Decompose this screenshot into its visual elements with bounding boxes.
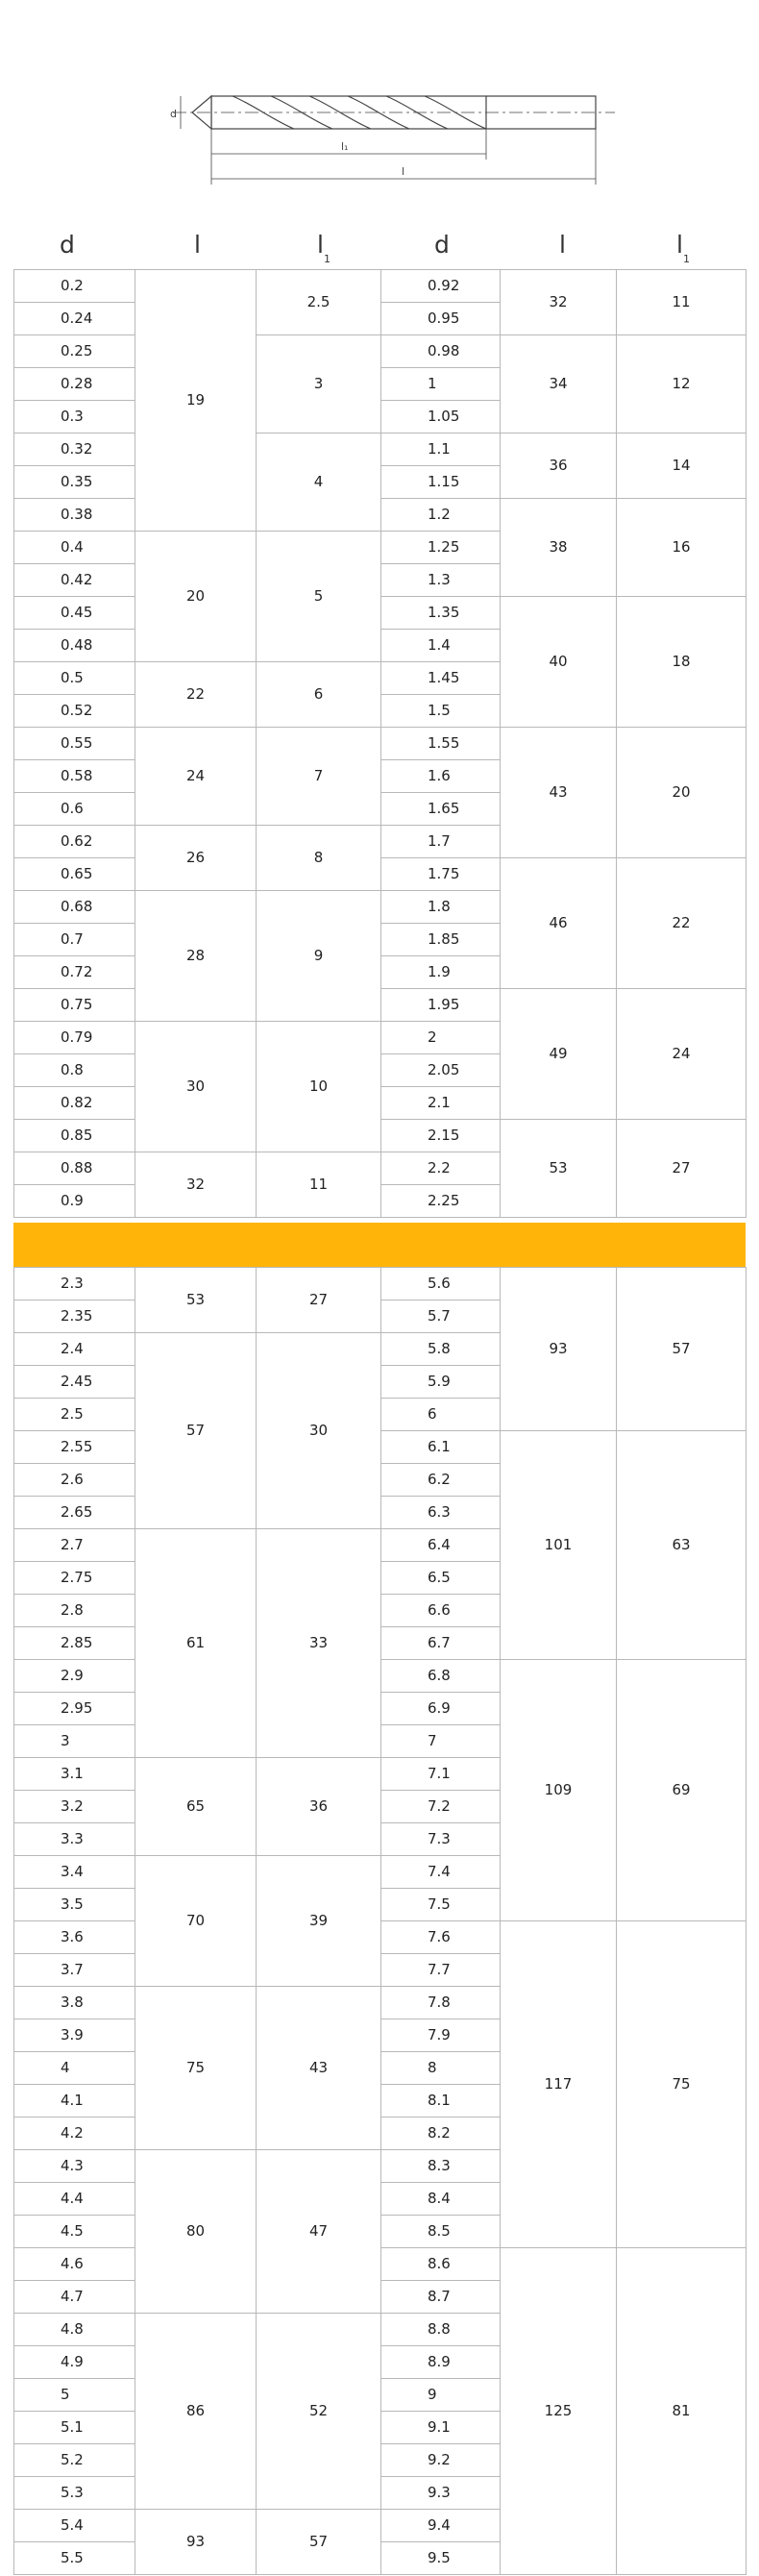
cell-d: 6.5 <box>381 1562 501 1595</box>
table-row <box>14 433 747 466</box>
cell-d: 6 <box>381 1399 501 1431</box>
cell-d: 2.6 <box>14 1464 135 1497</box>
cell-l1: 24 <box>617 989 747 1120</box>
cell-d: 0.6 <box>14 793 135 826</box>
l-dimension-label: l <box>402 165 405 178</box>
cell-d: 1.05 <box>381 401 501 433</box>
table-row <box>14 270 747 303</box>
cell-d: 4.4 <box>14 2183 135 2216</box>
cell-d: 0.88 <box>14 1152 135 1185</box>
cell-d: 9.3 <box>381 2477 501 2510</box>
cell-l1: 39 <box>257 1856 381 1987</box>
cell-d: 2.85 <box>14 1627 135 1660</box>
cell-l: 24 <box>135 728 257 826</box>
cell-l: 53 <box>501 1120 617 1218</box>
cell-d: 8.3 <box>381 2150 501 2183</box>
cell-d: 0.62 <box>14 826 135 858</box>
cell-d: 6.6 <box>381 1595 501 1627</box>
drill-size-table-1 <box>13 269 747 1218</box>
cell-l: 57 <box>135 1333 257 1529</box>
cell-l1: 6 <box>257 662 381 728</box>
cell-l: 65 <box>135 1758 257 1856</box>
cell-d: 1.35 <box>381 597 501 630</box>
cell-l1: 3 <box>257 335 381 433</box>
cell-l: 109 <box>501 1660 617 1921</box>
cell-l1: 9 <box>257 891 381 1022</box>
cell-d: 1.75 <box>381 858 501 891</box>
cell-l1: 27 <box>617 1120 747 1218</box>
cell-l: 22 <box>135 662 257 728</box>
cell-d: 7 <box>381 1725 501 1758</box>
cell-l1: 7 <box>257 728 381 826</box>
cell-l1: 57 <box>617 1268 747 1431</box>
cell-l1: 27 <box>257 1268 381 1333</box>
cell-d: 0.28 <box>14 368 135 401</box>
cell-d: 3.7 <box>14 1954 135 1987</box>
cell-l1: 81 <box>617 2248 747 2575</box>
cell-d: 6.3 <box>381 1497 501 1529</box>
cell-d: 2.5 <box>14 1399 135 1431</box>
cell-d: 0.9 <box>14 1185 135 1218</box>
cell-d: 3.8 <box>14 1987 135 2019</box>
cell-d: 4.3 <box>14 2150 135 2183</box>
cell-d: 0.48 <box>14 630 135 662</box>
table-body <box>14 1268 747 2575</box>
cell-d: 5.5 <box>14 2542 135 2575</box>
cell-l: 125 <box>501 2248 617 2575</box>
cell-d: 7.7 <box>381 1954 501 1987</box>
drill-size-table-2 <box>13 1267 747 2575</box>
cell-d: 9.5 <box>381 2542 501 2575</box>
cell-d: 7.3 <box>381 1823 501 1856</box>
cell-l: 53 <box>135 1268 257 1333</box>
cell-d: 2.1 <box>381 1087 501 1120</box>
cell-l1: 4 <box>257 433 381 532</box>
cell-l: 38 <box>501 499 617 597</box>
cell-d: 2.55 <box>14 1431 135 1464</box>
cell-d: 6.4 <box>381 1529 501 1562</box>
cell-l: 20 <box>135 532 257 662</box>
cell-d: 2.35 <box>14 1300 135 1333</box>
cell-l1: 30 <box>257 1333 381 1529</box>
cell-d: 1.65 <box>381 793 501 826</box>
cell-d: 5.9 <box>381 1366 501 1399</box>
cell-l1: 20 <box>617 728 747 858</box>
cell-d: 8.7 <box>381 2281 501 2314</box>
cell-d: 4.7 <box>14 2281 135 2314</box>
cell-d: 2.7 <box>14 1529 135 1562</box>
cell-d: 1.95 <box>381 989 501 1022</box>
cell-d: 3.1 <box>14 1758 135 1791</box>
cell-d: 7.6 <box>381 1921 501 1954</box>
cell-l1: 52 <box>257 2314 381 2510</box>
cell-d: 0.58 <box>14 760 135 793</box>
cell-d: 2.9 <box>14 1660 135 1693</box>
cell-d: 5.3 <box>14 2477 135 2510</box>
cell-d: 2.4 <box>14 1333 135 1366</box>
cell-d: 8.6 <box>381 2248 501 2281</box>
cell-l1: 8 <box>257 826 381 891</box>
cell-d: 1.3 <box>381 564 501 597</box>
cell-d: 7.1 <box>381 1758 501 1791</box>
cell-d: 2.05 <box>381 1054 501 1087</box>
cell-d: 8.5 <box>381 2216 501 2248</box>
cell-l: 19 <box>135 270 257 532</box>
cell-l1: 2.5 <box>257 270 381 335</box>
cell-d: 0.95 <box>381 303 501 335</box>
cell-l1: 14 <box>617 433 747 499</box>
cell-d: 1.9 <box>381 956 501 989</box>
cell-d: 6.7 <box>381 1627 501 1660</box>
cell-d: 1.7 <box>381 826 501 858</box>
cell-l1: 22 <box>617 858 747 989</box>
section-divider-band <box>13 1223 746 1267</box>
cell-d: 8 <box>381 2052 501 2085</box>
cell-d: 7.5 <box>381 1889 501 1921</box>
cell-d: 0.65 <box>14 858 135 891</box>
cell-d: 6.2 <box>381 1464 501 1497</box>
cell-l: 40 <box>501 597 617 728</box>
header-l1-left: $l_1$ <box>317 231 331 265</box>
cell-d: 3.2 <box>14 1791 135 1823</box>
cell-l1: 18 <box>617 597 747 728</box>
cell-d: 2 <box>381 1022 501 1054</box>
cell-d: 1.5 <box>381 695 501 728</box>
cell-d: 9 <box>381 2379 501 2412</box>
cell-d: 1 <box>381 368 501 401</box>
header-l-right: l <box>559 231 566 259</box>
cell-d: 3.5 <box>14 1889 135 1921</box>
cell-l1: 16 <box>617 499 747 597</box>
cell-d: 9.4 <box>381 2510 501 2542</box>
table-row <box>14 1268 747 1300</box>
cell-d: 8.1 <box>381 2085 501 2118</box>
cell-l1: 10 <box>257 1022 381 1152</box>
cell-d: 9.1 <box>381 2412 501 2444</box>
cell-d: 2.95 <box>14 1693 135 1725</box>
cell-l: 80 <box>135 2150 257 2314</box>
cell-d: 5.8 <box>381 1333 501 1366</box>
cell-d: 0.45 <box>14 597 135 630</box>
cell-l: 32 <box>501 270 617 335</box>
cell-l: 36 <box>501 433 617 499</box>
cell-l: 26 <box>135 826 257 891</box>
cell-d: 5 <box>14 2379 135 2412</box>
cell-l: 32 <box>135 1152 257 1218</box>
cell-l: 28 <box>135 891 257 1022</box>
cell-d: 4 <box>14 2052 135 2085</box>
cell-l: 49 <box>501 989 617 1120</box>
cell-l: 93 <box>501 1268 617 1431</box>
cell-d: 0.75 <box>14 989 135 1022</box>
cell-d: 1.55 <box>381 728 501 760</box>
cell-d: 1.1 <box>381 433 501 466</box>
d-dimension-label: d <box>170 108 177 120</box>
cell-d: 1.15 <box>381 466 501 499</box>
cell-l: 117 <box>501 1921 617 2248</box>
cell-d: 0.79 <box>14 1022 135 1054</box>
cell-d: 2.25 <box>381 1185 501 1218</box>
cell-l1: 36 <box>257 1758 381 1856</box>
cell-l: 101 <box>501 1431 617 1660</box>
cell-d: 0.7 <box>14 924 135 956</box>
cell-d: 8.4 <box>381 2183 501 2216</box>
cell-d: 0.25 <box>14 335 135 368</box>
cell-d: 5.4 <box>14 2510 135 2542</box>
cell-d: 4.8 <box>14 2314 135 2346</box>
l1-dimension-label: l₁ <box>341 140 349 153</box>
cell-d: 7.2 <box>381 1791 501 1823</box>
cell-d: 2.45 <box>14 1366 135 1399</box>
cell-d: 0.98 <box>381 335 501 368</box>
cell-d: 2.2 <box>381 1152 501 1185</box>
cell-d: 4.5 <box>14 2216 135 2248</box>
cell-d: 0.32 <box>14 433 135 466</box>
cell-d: 8.8 <box>381 2314 501 2346</box>
cell-d: 0.92 <box>381 270 501 303</box>
cell-d: 0.42 <box>14 564 135 597</box>
cell-d: 0.2 <box>14 270 135 303</box>
cell-d: 2.8 <box>14 1595 135 1627</box>
cell-l: 34 <box>501 335 617 433</box>
cell-d: 2.65 <box>14 1497 135 1529</box>
cell-d: 7.4 <box>381 1856 501 1889</box>
cell-l1: 11 <box>257 1152 381 1218</box>
cell-d: 8.2 <box>381 2118 501 2150</box>
cell-d: 3.3 <box>14 1823 135 1856</box>
cell-d: 4.2 <box>14 2118 135 2150</box>
cell-d: 3 <box>14 1725 135 1758</box>
cell-d: 0.72 <box>14 956 135 989</box>
cell-d: 0.8 <box>14 1054 135 1087</box>
cell-d: 0.4 <box>14 532 135 564</box>
cell-d: 4.1 <box>14 2085 135 2118</box>
header-l-left: l <box>194 231 201 259</box>
table-row <box>14 335 747 368</box>
cell-d: 1.8 <box>381 891 501 924</box>
cell-d: 0.24 <box>14 303 135 335</box>
cell-d: 5.7 <box>381 1300 501 1333</box>
cell-d: 2.3 <box>14 1268 135 1300</box>
cell-d: 8.9 <box>381 2346 501 2379</box>
cell-d: 1.25 <box>381 532 501 564</box>
cell-d: 1.2 <box>381 499 501 532</box>
cell-l1: 69 <box>617 1660 747 1921</box>
cell-l1: 12 <box>617 335 747 433</box>
cell-d: 7.8 <box>381 1987 501 2019</box>
cell-l1: 57 <box>257 2510 381 2575</box>
cell-d: 2.75 <box>14 1562 135 1595</box>
cell-d: 1.45 <box>381 662 501 695</box>
cell-l: 93 <box>135 2510 257 2575</box>
cell-d: 1.6 <box>381 760 501 793</box>
header-d-left: d <box>60 231 75 259</box>
cell-d: 0.55 <box>14 728 135 760</box>
cell-l: 75 <box>135 1987 257 2150</box>
cell-d: 3.6 <box>14 1921 135 1954</box>
cell-d: 3.9 <box>14 2019 135 2052</box>
header-l1-right: $l_1$ <box>676 231 690 265</box>
cell-d: 3.4 <box>14 1856 135 1889</box>
cell-d: 0.85 <box>14 1120 135 1152</box>
table-body <box>14 270 747 1218</box>
cell-l1: 5 <box>257 532 381 662</box>
table-row <box>14 728 747 760</box>
cell-d: 5.6 <box>381 1268 501 1300</box>
cell-l: 86 <box>135 2314 257 2510</box>
cell-d: 1.85 <box>381 924 501 956</box>
cell-d: 7.9 <box>381 2019 501 2052</box>
cell-d: 5.2 <box>14 2444 135 2477</box>
header-d-right: d <box>434 231 450 259</box>
cell-l1: 33 <box>257 1529 381 1758</box>
cell-l: 46 <box>501 858 617 989</box>
cell-d: 4.9 <box>14 2346 135 2379</box>
table-header <box>13 227 746 269</box>
cell-l: 61 <box>135 1529 257 1758</box>
cell-d: 1.4 <box>381 630 501 662</box>
cell-l: 30 <box>135 1022 257 1152</box>
cell-l1: 75 <box>617 1921 747 2248</box>
cell-d: 6.9 <box>381 1693 501 1725</box>
cell-d: 5.1 <box>14 2412 135 2444</box>
cell-d: 0.68 <box>14 891 135 924</box>
cell-d: 4.6 <box>14 2248 135 2281</box>
cell-d: 0.35 <box>14 466 135 499</box>
cell-d: 6.8 <box>381 1660 501 1693</box>
cell-d: 0.5 <box>14 662 135 695</box>
cell-l1: 63 <box>617 1431 747 1660</box>
cell-d: 0.52 <box>14 695 135 728</box>
cell-d: 6.1 <box>381 1431 501 1464</box>
drill-bit-drawing <box>144 77 624 192</box>
cell-l1: 43 <box>257 1987 381 2150</box>
cell-l: 43 <box>501 728 617 858</box>
cell-d: 0.38 <box>14 499 135 532</box>
cell-l1: 11 <box>617 270 747 335</box>
cell-l1: 47 <box>257 2150 381 2314</box>
cell-d: 0.3 <box>14 401 135 433</box>
cell-l: 70 <box>135 1856 257 1987</box>
cell-d: 0.82 <box>14 1087 135 1120</box>
cell-d: 9.2 <box>381 2444 501 2477</box>
cell-d: 2.15 <box>381 1120 501 1152</box>
